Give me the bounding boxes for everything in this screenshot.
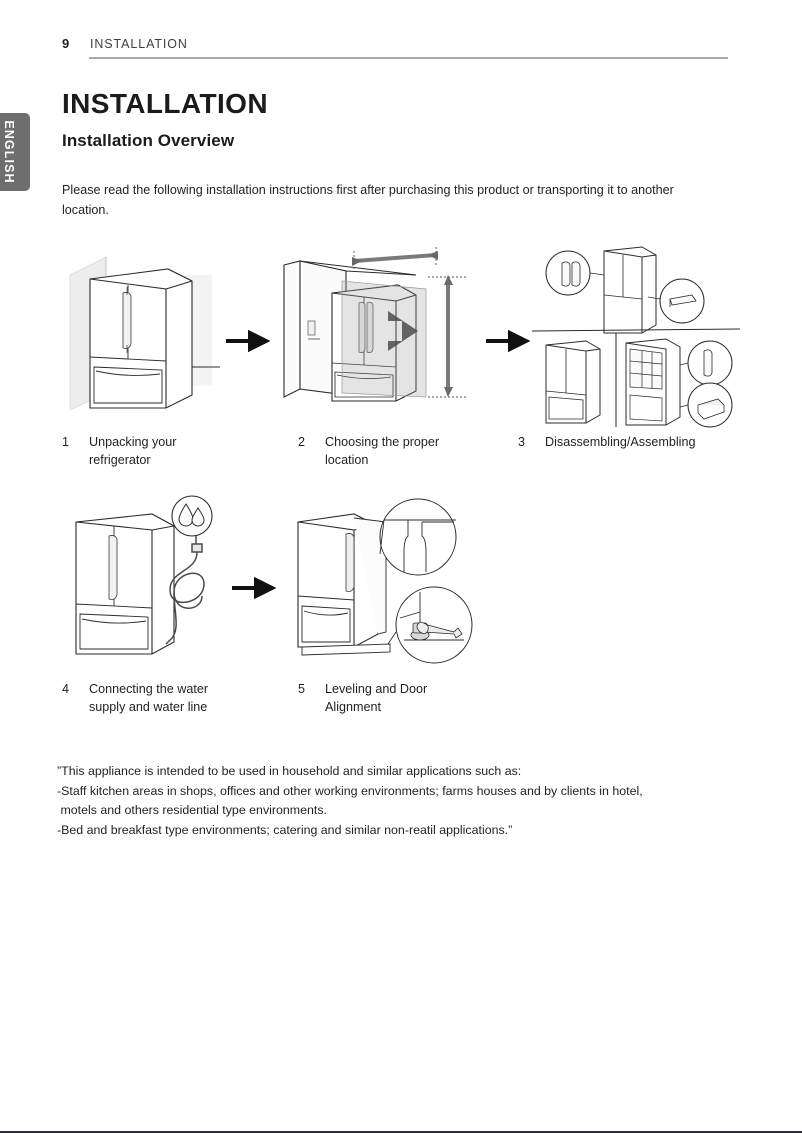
step-4-text: Connecting the water supply and water line [89,682,209,714]
bin-callout-circle [680,383,732,427]
step-panel-1 [62,245,222,467]
steps-row-two [0,492,802,722]
step-2-illustration [276,245,486,430]
appliance-note-line-3: motels and others residential type environments. [57,803,327,817]
step-2-text: Choosing the proper location [325,435,440,467]
step-panel-3 [518,245,742,449]
door-handle-detail [123,287,131,353]
arrow-step2-to-step3 [484,330,530,352]
step-1-label [62,433,212,469]
step-3-number: 3 [518,435,526,449]
refrigerator-body-4 [76,514,174,654]
step-4-label [62,680,237,716]
step-3-label [518,433,748,451]
step-5-number: 5 [298,682,306,696]
header-rule [89,57,728,59]
step-5-illustration [288,492,488,677]
page-header [62,36,728,60]
arrow-step4-to-step5 [230,577,276,599]
clearance-plane [342,281,426,397]
step-2-number: 2 [298,435,306,449]
step-3-illustration [532,245,742,430]
section-subtitle: Installation Overview [62,131,235,150]
step-3-text: Disassembling/Assembling [545,435,696,449]
height-dimension-arrow [428,275,468,397]
step-1-illustration [62,245,222,430]
refrigerator-body [90,269,192,408]
water-droplet-badge [172,496,212,536]
arrow-step1-to-step2 [224,330,270,352]
step-1-text: Unpacking your refrigerator [89,435,177,467]
step-5-label [298,680,473,716]
language-tab-english [0,113,30,191]
page-title: INSTALLATION [62,88,268,119]
appliance-note-line-4: -Bed and breakfast type environments; catering and similar non-reatil applications.” [57,822,513,837]
step-1-number: 1 [62,435,70,449]
steps-row-one [0,245,802,480]
step-2-label [298,433,468,469]
step-5-text: Leveling and Door Alignment [325,682,428,714]
intro-paragraph: Please read the following installation instructions first after purchasing this product or transporting it to another location. [62,183,674,217]
closed-fridge-view [546,341,600,423]
language-tab-label: ENGLISH [2,120,16,184]
appliance-note-line-1: ”This appliance is intended to be used in household and similar applications such as: [57,764,522,778]
step-4-illustration [62,492,237,677]
step-panel-4 [62,492,237,714]
appliance-usage-note [57,762,747,840]
width-dimension-arrow [352,247,438,271]
door-handle-detail-4 [109,535,117,599]
door-gap-callout-circle [380,499,456,575]
refrigerator-body-5 [298,514,386,647]
upper-fridge-view [604,247,656,333]
open-fridge-interior-view [626,339,680,425]
shelf-callout-circle [680,341,732,385]
step-4-number: 4 [62,682,70,696]
handle-callout-circle [546,251,604,295]
door-handle-detail-5 [346,533,354,591]
appliance-note-line-2: -Staff kitchen areas in shops, offices and other working environments; farms houses and by clients in hotel, [57,783,643,798]
page-number: 9 [62,36,70,51]
header-section-title: INSTALLATION [90,37,188,51]
step-panel-5 [288,492,488,714]
leveling-wrench-callout-circle [388,587,472,663]
step-panel-2 [276,245,486,467]
